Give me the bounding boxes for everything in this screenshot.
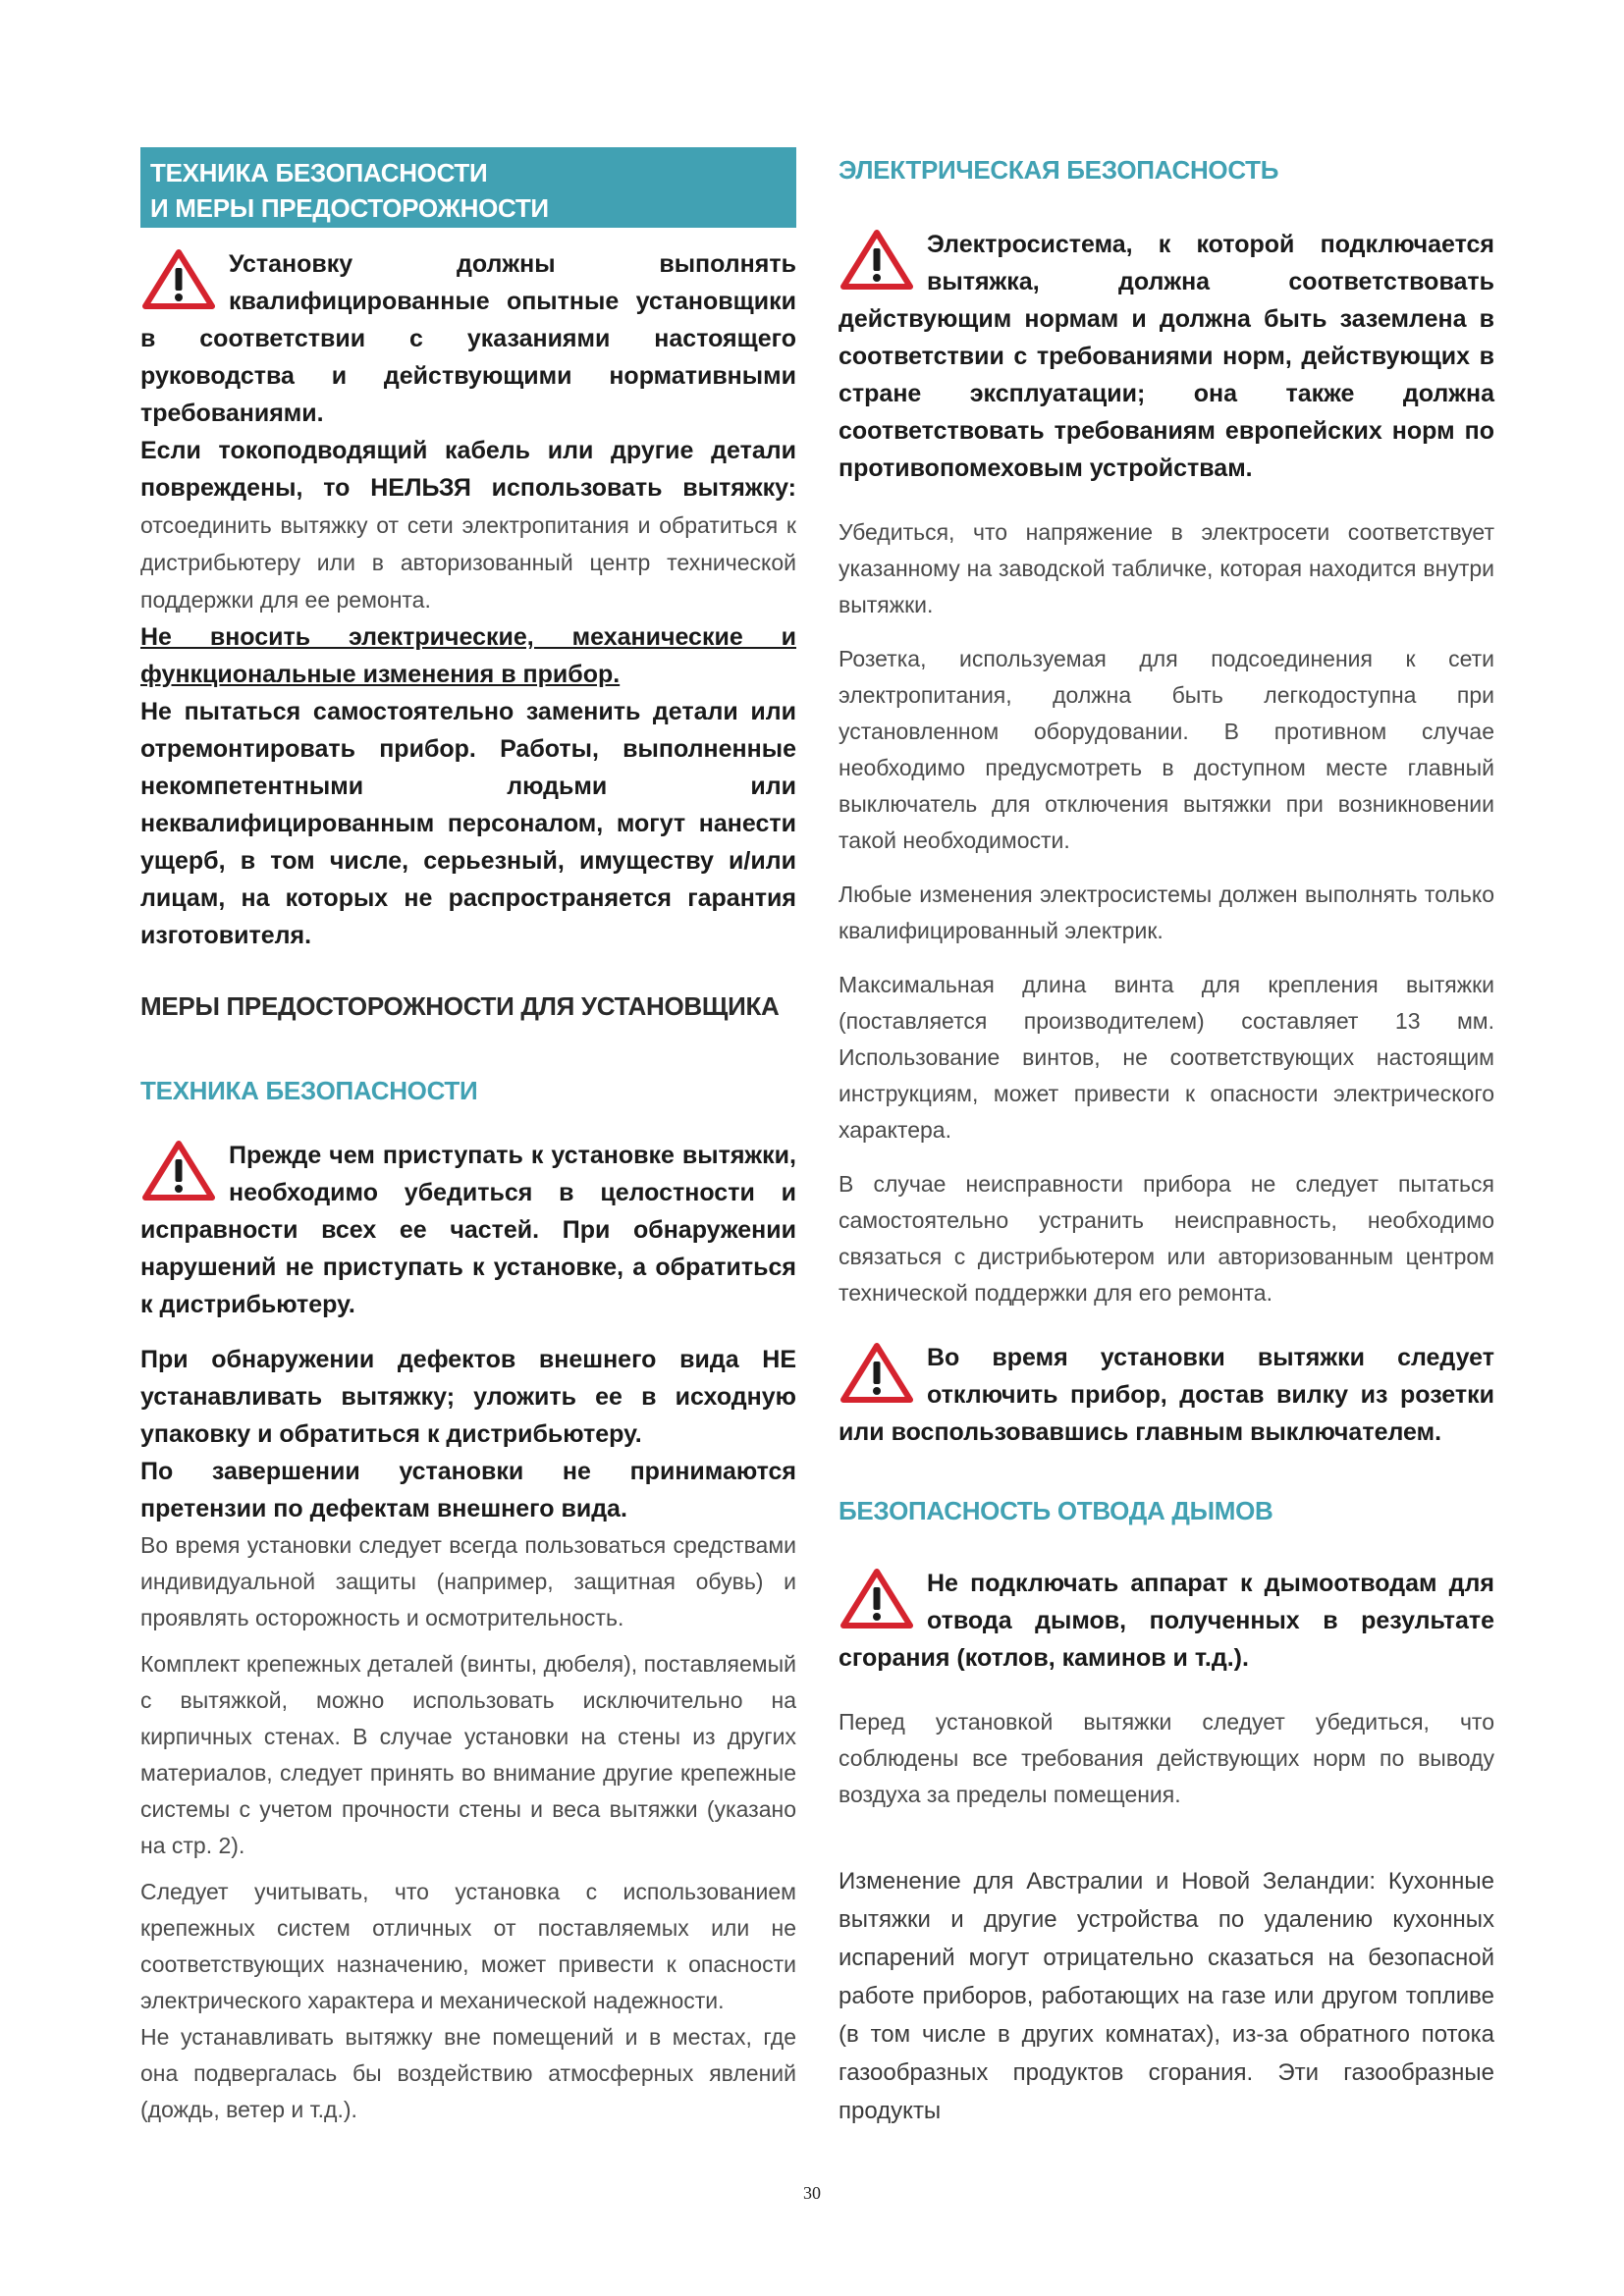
voltage-check-text: Убедиться, что напряжение в электросети соответствует указанному на заводской табличке, которая находится внутри вытяжки. — [839, 519, 1494, 617]
warning-block-installation — [140, 245, 796, 432]
socket-access-text: Розетка, используемая для подсоединения к сети электропитания, должна быть легкодоступна при установленном оборудовании. В противном случае необходимо предусмотреть в доступном месте главный выключатель для отключения вытяжки при возникновении такой необходимости. — [839, 646, 1494, 853]
electrical-safety-heading: ЭЛЕКТРИЧЕСКАЯ БЕЗОПАСНОСТЬ — [839, 155, 1279, 185]
warning-triangle-icon — [840, 1343, 913, 1404]
safety-heading: ТЕХНИКА БЕЗОПАСНОСТИ — [140, 1076, 478, 1105]
outdoor-install-text: Не устанавливать вытяжку вне помещений и в местах, где она подвергалась бы воздействию атмосферных явлений (дождь, ветер и т.д.). — [140, 2024, 796, 2122]
right-column — [839, 147, 1494, 2130]
warning-block-electrical — [839, 226, 1494, 487]
warning-triangle-icon — [142, 1141, 215, 1201]
section-title-line1: ТЕХНИКА БЕЗОПАСНОСТИ — [150, 158, 488, 187]
malfunction-text: В случае неисправности прибора не следует пытаться самостоятельно устранить неисправность, необходимо связаться с дистрибьютером или авторизованным центром технической поддержки для его ремонта. — [839, 1171, 1494, 1306]
damaged-cable-bold: Если токоподводящий кабель или другие детали повреждены, то НЕЛЬЗЯ использовать вытяжку: — [140, 437, 796, 502]
installation-qualified-text: Установку должны выполнять квалифицированные опытные установщики в соответствии с указаниями настоящего руководства и действующими нормативными требованиями. — [140, 250, 796, 427]
section-title-box — [140, 147, 796, 228]
air-exhaust-norms-text: Перед установкой вытяжки следует убедиться, что соблюдены все требования действующих норм по выводу воздуха за пределы помещения. — [839, 1709, 1494, 1807]
australia-nz-text: Изменение для Австралии и Новой Зеландии: Кухонные вытяжки и другие устройства по удалению кухонных испарений могут отрицательно сказаться на безопасной работе приборов, работающих на газе или другом топливе (в том числе в других комнатах), из-за обратного потока газообразных продуктов сгорания. Эти газообразные продукты — [839, 1868, 1494, 2124]
left-column — [140, 147, 796, 2128]
warning-triangle-icon — [840, 230, 913, 291]
disconnect-device-text: Во время установки вытяжки следует отключить прибор, достав вилку из розетки или воспользовавшись главным выключателем. — [839, 1344, 1494, 1446]
protective-equipment-text: Во время установки следует всегда пользоваться средствами индивидуальной защиты (например, защитная обувь) и проявлять осторожность и осмотрительность. — [140, 1532, 796, 1630]
warning-block-integrity — [140, 1137, 796, 1323]
damaged-cable-normal: отсоединить вытяжку от сети электропитания и обратиться к дистрибьютеру или в авторизованный центр технической поддержки для ее ремонта. — [140, 512, 796, 613]
fastener-kit-text: Комплект крепежных деталей (винты, дюбеля), поставляемый с вытяжкой, можно использовать исключительно на кирпичных стенах. В случае установки на стены из других материалов, следует принять во внимание другие крепежные системы с учетом прочности стены и веса вытяжки (указано на стр. 2). — [140, 1651, 796, 1858]
smoke-safety-heading: БЕЗОПАСНОСТЬ ОТВОДА ДЫМОВ — [839, 1496, 1273, 1525]
check-integrity-text: Прежде чем приступать к установке вытяжки, необходимо убедиться в целостности и исправности всех ее частей. При обнаружении нарушений не приступать к установке, а обратиться к дистрибьютеру. — [140, 1142, 796, 1318]
no-self-repair-text: Не пытаться самостоятельно заменить детали или отремонтировать прибор. Работы, выполненные некомпетентными людьми или неквалифицированным персоналом, могут нанести ущерб, в том числе, серьезный, имуществу и/или лицам, на которых не распространяется гарантия изготовителя. — [140, 698, 796, 949]
section-title-line2: И МЕРЫ ПРЕДОСТОРОЖНОСТИ — [150, 193, 549, 223]
electrician-only-text: Любые изменения электросистемы должен выполнять только квалифицированный электрик. — [839, 881, 1494, 943]
no-claims-text: По завершении установки не принимаются претензии по дефектам внешнего вида. — [140, 1458, 796, 1522]
page-number: 30 — [803, 2183, 821, 2203]
other-fasteners-text: Следует учитывать, что установка с использованием крепежных систем отличных от поставляемых или не соответствующих назначению, может привести к опасности электрического характера и механической надежности. — [140, 1879, 796, 2013]
warning-triangle-icon — [840, 1569, 913, 1629]
warning-block-disconnect — [839, 1339, 1494, 1451]
electrical-system-text: Электросистема, к которой подключается вытяжка, должна соответствовать действующим нормам и должна быть заземлена в соответствии с требованиями норм, действующих в стране эксплуатации; она также должна соответствовать требованиям европейских норм по противопомеховым устройствам. — [839, 231, 1494, 482]
screw-length-text: Максимальная длина винта для крепления вытяжки (поставляется производителем) составляет 13 мм. Использование винтов, не соответствующих настоящим инструкциям, может привести к опасности электрического характера. — [839, 972, 1494, 1143]
no-modifications-text: Не вносить электрические, механические и функциональные изменения в прибор. — [140, 623, 796, 688]
damaged-cable-paragraph — [140, 432, 796, 618]
warning-block-flue — [839, 1565, 1494, 1677]
warning-triangle-icon — [142, 249, 215, 310]
no-flue-connection-text: Не подключать аппарат к дымоотводам для отвода дымов, полученных в результате сгорания (котлов, каминов и т.д.). — [839, 1570, 1494, 1672]
visual-defects-text: При обнаружении дефектов внешнего вида НЕ устанавливать вытяжку; уложить ее в исходную упаковку и обратиться к дистрибьютеру. — [140, 1346, 796, 1448]
installer-precautions-heading: МЕРЫ ПРЕДОСТОРОЖНОСТИ ДЛЯ УСТАНОВЩИКА — [140, 991, 780, 1021]
